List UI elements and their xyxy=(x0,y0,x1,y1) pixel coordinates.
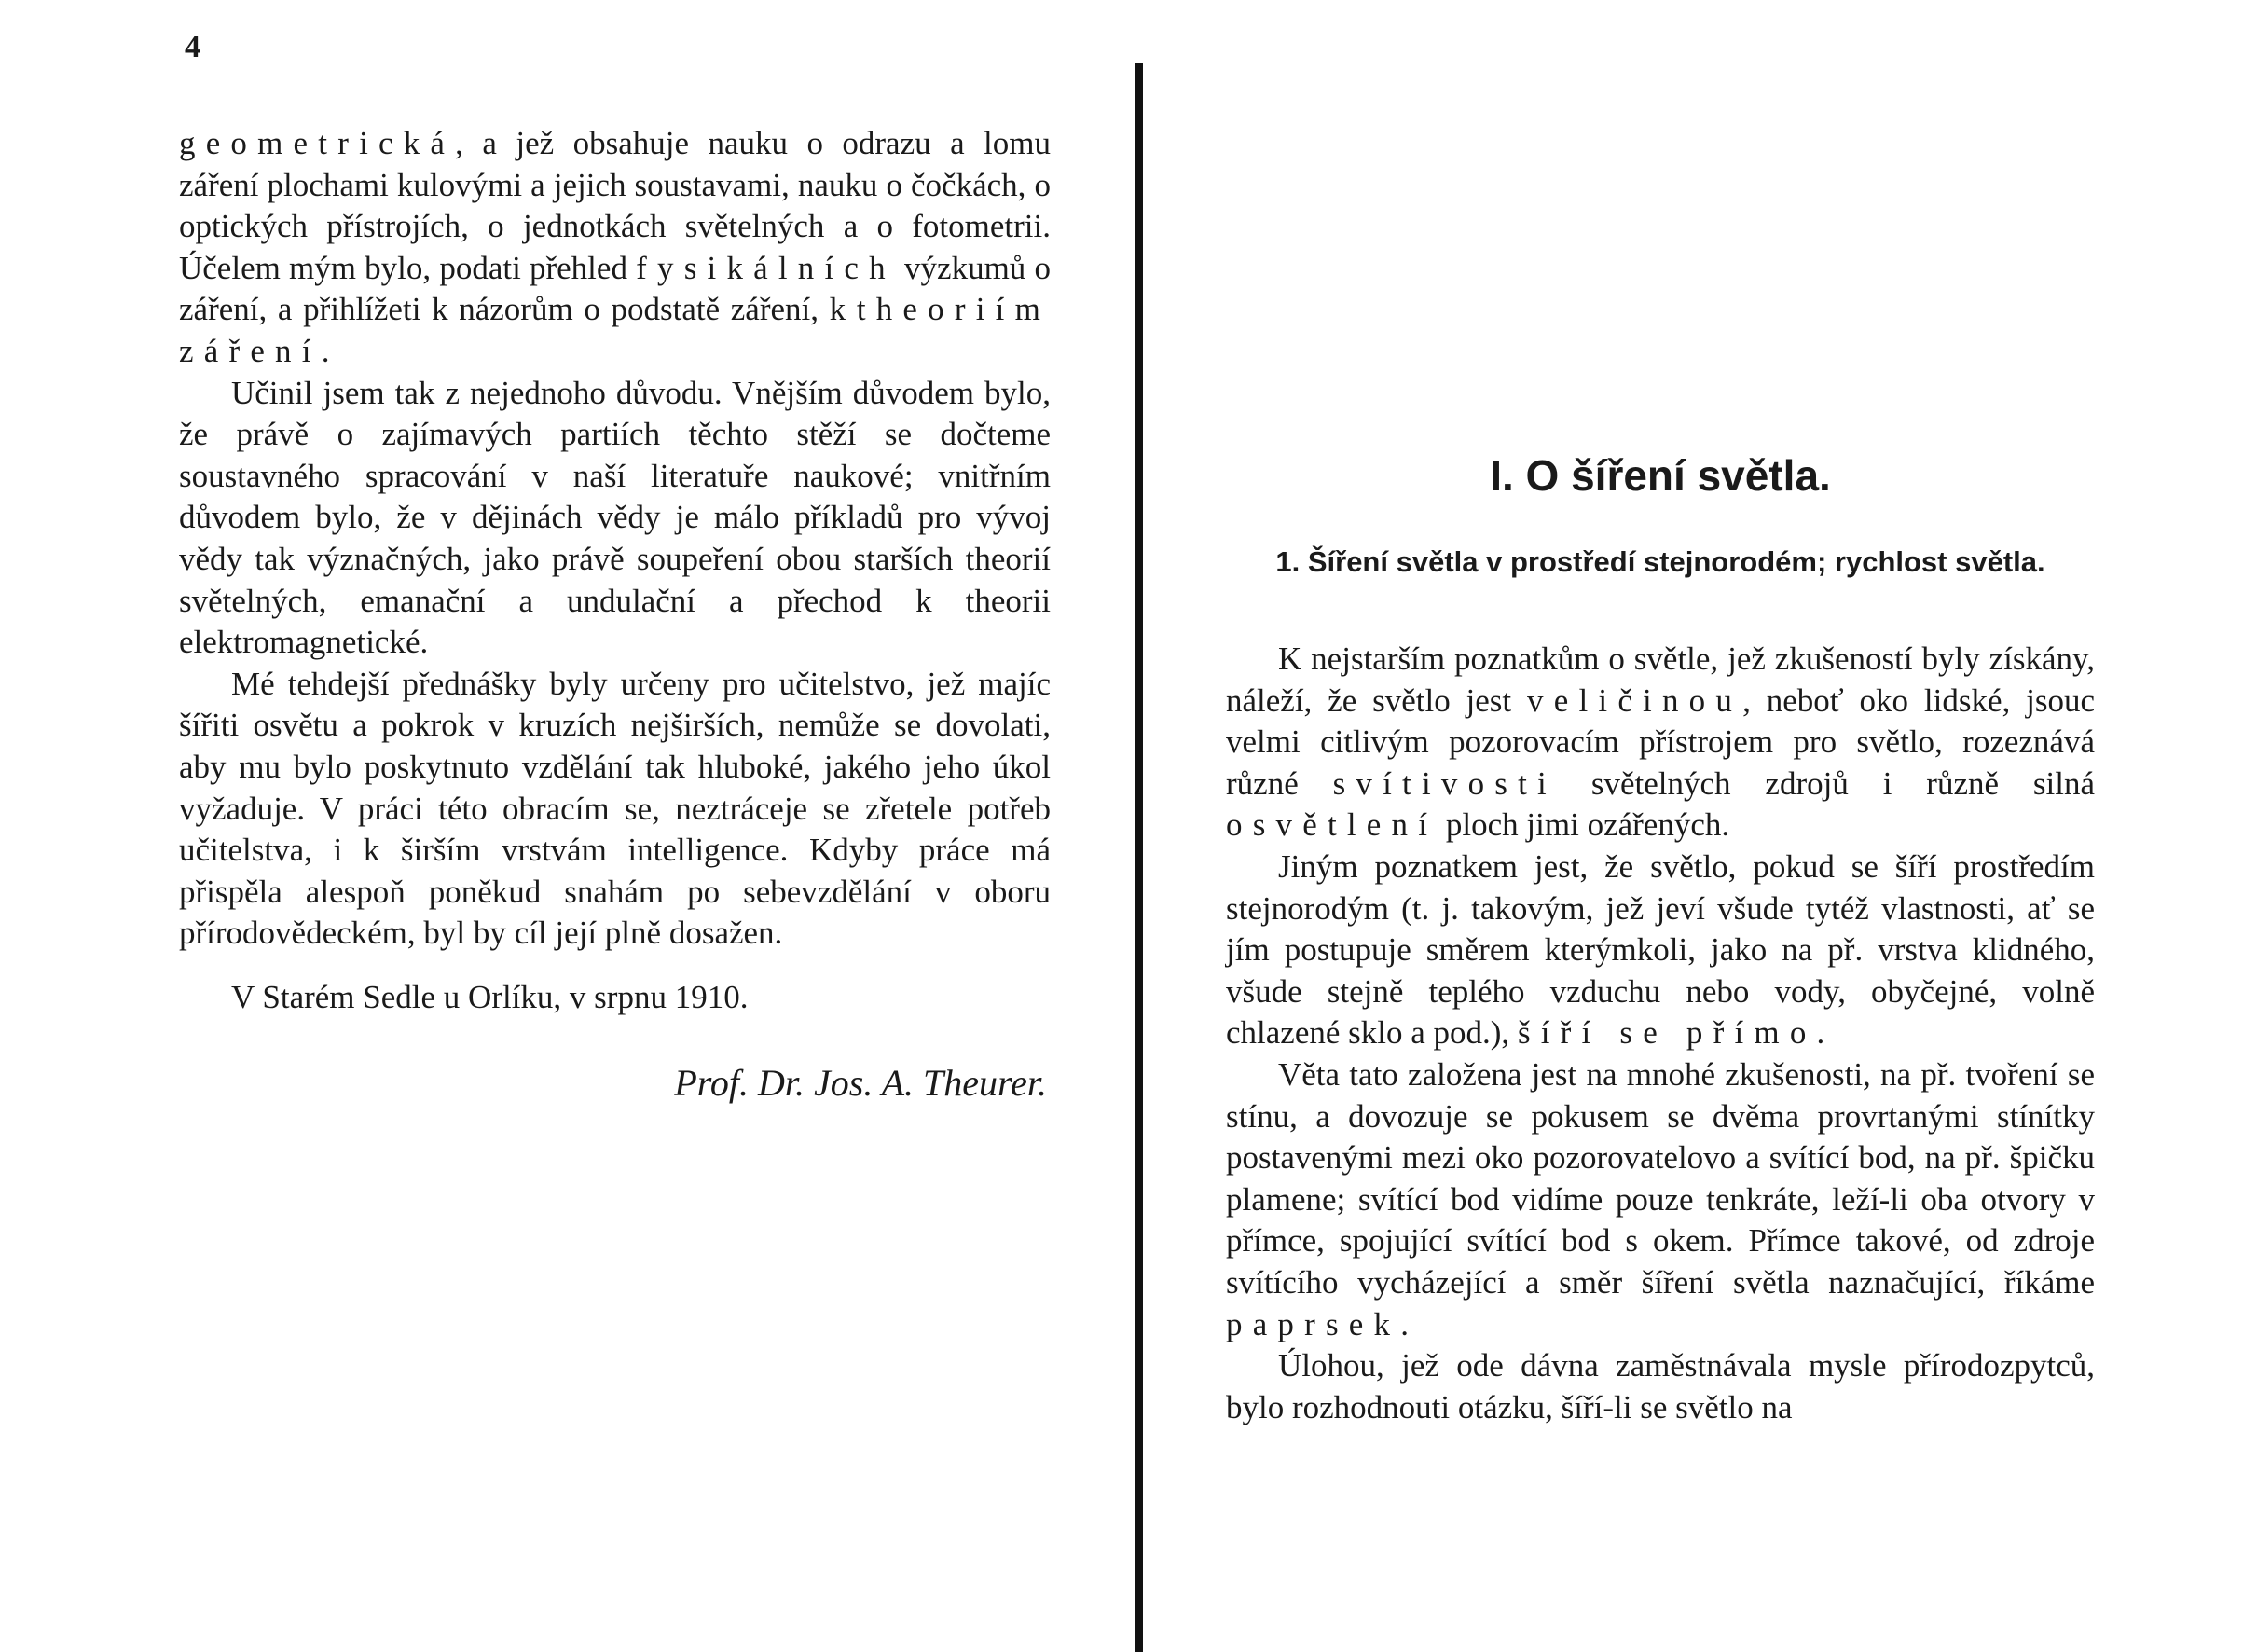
text-run: výzkumů o záření, a přihlížeti k názorům o podstatě záření, k xyxy=(179,249,1051,328)
spaced-emphasis: osvětlení xyxy=(1226,806,1438,844)
text-run: . xyxy=(1400,1305,1409,1342)
text-run: Jiným poznatkem jest, že světlo, pokud se šíří prostředím stejnorodým (t. j. takovým, jež jeví všude tytéž vlastnosti, ať se jím postupuje směrem kterýmkoli, jako na př. vrstva klidného, všude stejně teplého vzduchu nebo vody, obyčejné, volně chlazené sklo a pod.), xyxy=(1226,847,2095,1052)
paragraph xyxy=(1226,847,2095,1054)
paragraph: Úlohou, jež ode dávna zaměstnávala mysle přírodozpytců, bylo rozhodnouti otázku, šíří-li se světlo na xyxy=(1226,1347,2095,1425)
text-run: světelných zdrojů i různě silná xyxy=(1556,764,2095,802)
chapter-title: I. O šíření světla. xyxy=(1490,451,1831,500)
spaced-emphasis: svítivosti xyxy=(1332,764,1557,802)
spaced-emphasis: paprsek xyxy=(1226,1305,1401,1342)
paragraph: Mé tehdejší přednášky byly určeny pro učitelstvo, jež majíc šířiti osvětu a pokrok v kruzích nejširších, nemůže se dovolati, aby mu bylo poskytnuto vzdělání tak hluboké, jakého jeho úkol vyžaduje. V práci této obracím se, neztráceje se zřetele potřeb učitelstva, i k širším vrstvám intelligence. Kdyby práce má přispěla alespoň poněkud snahám po sebevzdělání v oboru přírodovědeckém, byl by cíl její plně dosažen. xyxy=(179,665,1051,952)
spaced-emphasis: theoriím záření xyxy=(179,291,1051,369)
text-run: K nejstarším poznatkům o světle, jež zkušeností byly získány, náleží, že světlo jest xyxy=(1226,640,2095,719)
text-run: , a jež obsahuje nauku o odrazu a lomu záření plochami kulovými a jejich soustavami, nauku o čočkách, o optických přístrojích, o jednotkách světelných a o fotometrii. Účelem mým bylo, podati přehled xyxy=(179,125,1051,286)
date-line: V Starém Sedle u Orlíku, v srpnu 1910. xyxy=(231,978,749,1015)
text-run: . xyxy=(1816,1014,1825,1052)
text-run: ploch jimi ozářených. xyxy=(1438,806,1730,844)
text-run: Věta tato založena jest na mnohé zkušenosti, na př. tvoření se stínu, a dovozuje se pokusem se dvěma provrtanými stínítky postavenými mezi oko pozorovatelovo a svítící bod, na př. špičku plamene; svítící bod vidíme pouze tenkráte, leží-li oba otvory v přímce, spojující svítící bod s okem. Přímce takové, od zdroje svítícího vycházející a směr šíření světla naznačující, říkáme xyxy=(1226,1055,2095,1301)
right-text-column xyxy=(1226,639,2095,1428)
left-text-column xyxy=(179,123,1051,1106)
paragraph xyxy=(1226,639,2095,847)
section-title: 1. Šíření světla v prostředí stejnorodém; rychlost světla. xyxy=(1275,545,2045,578)
paragraph xyxy=(1226,1054,2095,1345)
page-gutter-divider xyxy=(1135,63,1143,1652)
spaced-emphasis: šíří se přímo xyxy=(1517,1014,1817,1052)
signature: Prof. Dr. Jos. A. Theurer. xyxy=(674,1062,1047,1105)
paragraph xyxy=(179,123,1051,373)
paragraph: Učinil jsem tak z nejednoho důvodu. Vnějším důvodem bylo, že právě o zajímavých partiích těchto stěží se dočteme soustavného spracování v naší literatuře naukové; vnitřním důvodem bylo, že v dějinách vědy je málo příkladů pro vývoj vědy tak význačných, jako právě soupeření obou starších theorií světelných, emanační a undulační a přechod k theorii elektromagnetické. xyxy=(179,374,1051,661)
spaced-emphasis: veličinou xyxy=(1527,681,1743,719)
spaced-emphasis: fysikálních xyxy=(636,249,896,286)
spaced-emphasis: geometrická xyxy=(179,125,456,161)
text-run: . xyxy=(321,332,330,369)
page-number: 4 xyxy=(185,30,200,64)
text-run: , neboť oko lidské, jsouc velmi citlivým pozorovacím přístrojem pro světlo, rozeznává různé xyxy=(1226,681,2095,802)
